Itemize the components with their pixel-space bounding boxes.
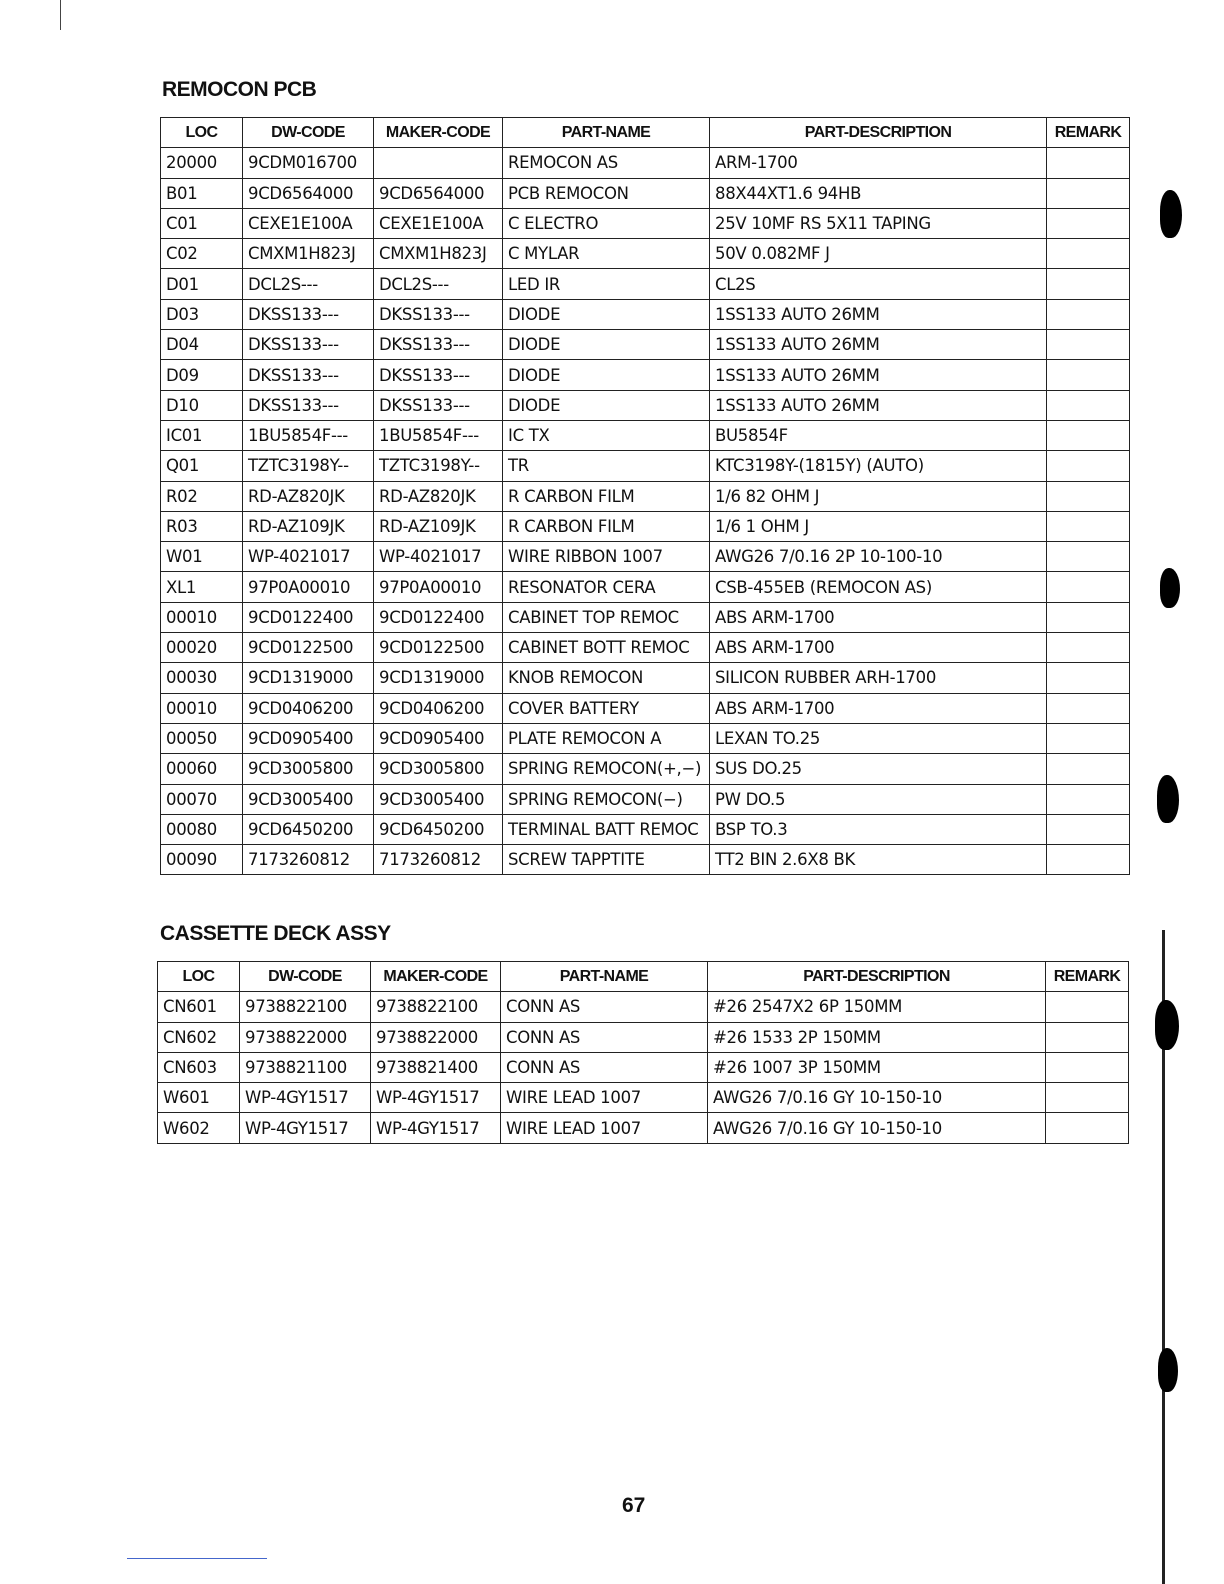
cell-part-description: AWG26 7/0.16 GY 10-150-10 xyxy=(708,1083,1046,1113)
cell-maker-code: 9CD3005800 xyxy=(374,754,503,784)
cell-dw-code: 1BU5854F--- xyxy=(243,420,374,450)
cell-loc: 00080 xyxy=(161,814,243,844)
cell-loc: C02 xyxy=(161,239,243,269)
cell-part-description: KTC3198Y-(1815Y) (AUTO) xyxy=(710,451,1047,481)
cell-remark xyxy=(1047,178,1130,208)
cell-part-description: ABS ARM-1700 xyxy=(710,693,1047,723)
table-row xyxy=(161,633,1130,663)
table-row xyxy=(161,845,1130,875)
column-header-loc: LOC xyxy=(161,118,243,148)
cell-part-description: 88X44XT1.6 94HB xyxy=(710,178,1047,208)
table-row xyxy=(161,572,1130,602)
cell-part-name: PCB REMOCON xyxy=(503,178,710,208)
cell-maker-code: TZTC3198Y-- xyxy=(374,451,503,481)
table-row xyxy=(161,299,1130,329)
cell-part-description: CL2S xyxy=(710,269,1047,299)
table-row xyxy=(161,663,1130,693)
cell-part-name: COVER BATTERY xyxy=(503,693,710,723)
cell-part-description: BU5854F xyxy=(710,420,1047,450)
cell-maker-code: 1BU5854F--- xyxy=(374,420,503,450)
cell-dw-code: RD-AZ820JK xyxy=(243,481,374,511)
cell-dw-code: 7173260812 xyxy=(243,845,374,875)
cell-remark xyxy=(1047,390,1130,420)
cell-maker-code: 9CD3005400 xyxy=(374,784,503,814)
table-row xyxy=(161,360,1130,390)
cell-maker-code: RD-AZ820JK xyxy=(374,481,503,511)
cell-remark xyxy=(1047,602,1130,632)
table-row xyxy=(158,1083,1129,1113)
cell-part-name: C MYLAR xyxy=(503,239,710,269)
table-header-row xyxy=(158,962,1129,992)
table-header-row xyxy=(161,118,1130,148)
cell-maker-code: 9CD1319000 xyxy=(374,663,503,693)
cell-part-description: 1/6 1 OHM J xyxy=(710,511,1047,541)
cell-maker-code: DKSS133--- xyxy=(374,330,503,360)
table-row xyxy=(161,723,1130,753)
cell-loc: 00060 xyxy=(161,754,243,784)
table-row xyxy=(161,178,1130,208)
table-row xyxy=(161,208,1130,238)
cell-dw-code: DKSS133--- xyxy=(243,299,374,329)
cell-remark xyxy=(1047,511,1130,541)
cell-part-description: CSB-455EB (REMOCON AS) xyxy=(710,572,1047,602)
binding-hole-mark xyxy=(1157,775,1179,823)
cell-remark xyxy=(1047,845,1130,875)
scan-edge-mark xyxy=(60,0,61,30)
cell-maker-code: 9CD0122500 xyxy=(374,633,503,663)
cell-loc: 00010 xyxy=(161,693,243,723)
column-header-part-description: PART-DESCRIPTION xyxy=(710,118,1047,148)
table-row xyxy=(161,239,1130,269)
cell-remark xyxy=(1047,360,1130,390)
cell-part-description: #26 2547X2 6P 150MM xyxy=(708,992,1046,1022)
cell-dw-code: DCL2S--- xyxy=(243,269,374,299)
cell-maker-code: 9CD0122400 xyxy=(374,602,503,632)
cell-part-name: SPRING REMOCON(−) xyxy=(503,784,710,814)
cell-part-description: 25V 10MF RS 5X11 TAPING xyxy=(710,208,1047,238)
cell-part-name: CABINET BOTT REMOC xyxy=(503,633,710,663)
cell-part-name: IC TX xyxy=(503,420,710,450)
cell-part-description: AWG26 7/0.16 2P 10-100-10 xyxy=(710,542,1047,572)
cell-part-name: TR xyxy=(503,451,710,481)
cell-remark xyxy=(1047,239,1130,269)
cell-maker-code: 9CD0406200 xyxy=(374,693,503,723)
column-header-part-name: PART-NAME xyxy=(501,962,708,992)
table-row xyxy=(161,451,1130,481)
cell-part-description: ABS ARM-1700 xyxy=(710,633,1047,663)
cell-dw-code: DKSS133--- xyxy=(243,360,374,390)
cell-part-name: TERMINAL BATT REMOC xyxy=(503,814,710,844)
cell-part-description: 1SS133 AUTO 26MM xyxy=(710,360,1047,390)
cell-remark xyxy=(1046,1052,1129,1082)
cell-remark xyxy=(1046,1113,1129,1143)
cell-dw-code: 9CD0122500 xyxy=(243,633,374,663)
cell-dw-code: 9738822100 xyxy=(240,992,371,1022)
cell-dw-code: 97P0A00010 xyxy=(243,572,374,602)
cell-part-name: DIODE xyxy=(503,390,710,420)
cell-maker-code: 9738822000 xyxy=(371,1022,501,1052)
table-row xyxy=(161,784,1130,814)
cell-maker-code: DKSS133--- xyxy=(374,390,503,420)
cell-dw-code: DKSS133--- xyxy=(243,330,374,360)
cell-maker-code: 7173260812 xyxy=(374,845,503,875)
cell-remark xyxy=(1047,754,1130,784)
cell-dw-code: WP-4GY1517 xyxy=(240,1083,371,1113)
cell-part-description: #26 1533 2P 150MM xyxy=(708,1022,1046,1052)
column-header-part-name: PART-NAME xyxy=(503,118,710,148)
cell-dw-code: CEXE1E100A xyxy=(243,208,374,238)
cell-maker-code: DKSS133--- xyxy=(374,360,503,390)
binding-hole-mark xyxy=(1158,1348,1178,1392)
cell-part-name: DIODE xyxy=(503,360,710,390)
cell-remark xyxy=(1046,992,1129,1022)
cell-maker-code: CMXM1H823J xyxy=(374,239,503,269)
cell-maker-code: 9CD6450200 xyxy=(374,814,503,844)
column-header-maker-code: MAKER-CODE xyxy=(371,962,501,992)
table-row xyxy=(161,390,1130,420)
cell-loc: W602 xyxy=(158,1113,240,1143)
cell-part-description: AWG26 7/0.16 GY 10-150-10 xyxy=(708,1113,1046,1143)
cell-loc: XL1 xyxy=(161,572,243,602)
cell-remark xyxy=(1046,1022,1129,1052)
cell-part-name: DIODE xyxy=(503,330,710,360)
cell-part-name: WIRE RIBBON 1007 xyxy=(503,542,710,572)
cell-part-description: BSP TO.3 xyxy=(710,814,1047,844)
section-title-remocon-pcb: REMOCON PCB xyxy=(162,78,317,101)
cell-part-name: SPRING REMOCON(+,−) xyxy=(503,754,710,784)
cell-maker-code xyxy=(374,148,503,178)
cell-dw-code: 9CD3005800 xyxy=(243,754,374,784)
cell-loc: C01 xyxy=(161,208,243,238)
column-header-loc: LOC xyxy=(158,962,240,992)
cell-loc: CN603 xyxy=(158,1052,240,1082)
column-header-dw-code: DW-CODE xyxy=(240,962,371,992)
cell-part-description: LEXAN TO.25 xyxy=(710,723,1047,753)
cell-remark xyxy=(1047,299,1130,329)
cell-loc: B01 xyxy=(161,178,243,208)
column-header-maker-code: MAKER-CODE xyxy=(374,118,503,148)
cell-part-description: 1SS133 AUTO 26MM xyxy=(710,299,1047,329)
cell-remark xyxy=(1047,451,1130,481)
cell-remark xyxy=(1047,481,1130,511)
table-row xyxy=(161,693,1130,723)
cell-maker-code: DKSS133--- xyxy=(374,299,503,329)
cell-remark xyxy=(1047,723,1130,753)
cell-remark xyxy=(1047,663,1130,693)
table-row xyxy=(161,602,1130,632)
cell-remark xyxy=(1047,814,1130,844)
cell-dw-code: WP-4021017 xyxy=(243,542,374,572)
cell-part-name: CONN AS xyxy=(501,1022,708,1052)
cell-remark xyxy=(1047,633,1130,663)
cell-part-name: PLATE REMOCON A xyxy=(503,723,710,753)
cell-maker-code: 9CD0905400 xyxy=(374,723,503,753)
cell-loc: D04 xyxy=(161,330,243,360)
binding-hole-mark xyxy=(1155,1000,1179,1050)
cell-loc: R03 xyxy=(161,511,243,541)
section-title-cassette-deck-assy: CASSETTE DECK ASSY xyxy=(160,922,391,945)
cell-remark xyxy=(1047,208,1130,238)
footer-rule xyxy=(127,1558,267,1559)
cell-dw-code: TZTC3198Y-- xyxy=(243,451,374,481)
cell-part-description: 50V 0.082MF J xyxy=(710,239,1047,269)
cell-dw-code: WP-4GY1517 xyxy=(240,1113,371,1143)
binding-hole-mark xyxy=(1160,568,1180,608)
page-number: 67 xyxy=(622,1494,646,1517)
cell-part-name: REMOCON AS xyxy=(503,148,710,178)
cell-maker-code: RD-AZ109JK xyxy=(374,511,503,541)
cell-loc: IC01 xyxy=(161,420,243,450)
cell-part-name: WIRE LEAD 1007 xyxy=(501,1083,708,1113)
cell-dw-code: 9CD0406200 xyxy=(243,693,374,723)
cell-part-name: SCREW TAPPTITE xyxy=(503,845,710,875)
cell-maker-code: WP-4GY1517 xyxy=(371,1083,501,1113)
cell-part-description: 1SS133 AUTO 26MM xyxy=(710,330,1047,360)
cell-maker-code: DCL2S--- xyxy=(374,269,503,299)
cell-remark xyxy=(1047,148,1130,178)
cell-dw-code: DKSS133--- xyxy=(243,390,374,420)
column-header-remark: REMARK xyxy=(1046,962,1129,992)
cell-loc: D03 xyxy=(161,299,243,329)
cell-dw-code: 9CD6564000 xyxy=(243,178,374,208)
cell-loc: D09 xyxy=(161,360,243,390)
table-row xyxy=(158,1052,1129,1082)
cell-dw-code: 9738822000 xyxy=(240,1022,371,1052)
cell-part-description: ARM-1700 xyxy=(710,148,1047,178)
cell-loc: 00020 xyxy=(161,633,243,663)
cell-part-name: R CARBON FILM xyxy=(503,481,710,511)
cell-part-description: SUS DO.25 xyxy=(710,754,1047,784)
cell-part-name: CONN AS xyxy=(501,992,708,1022)
cell-maker-code: WP-4021017 xyxy=(374,542,503,572)
cell-maker-code: 9CD6564000 xyxy=(374,178,503,208)
table-row xyxy=(158,992,1129,1022)
table-row xyxy=(161,330,1130,360)
cell-loc: 00090 xyxy=(161,845,243,875)
table-row xyxy=(161,754,1130,784)
cell-part-description: 1/6 82 OHM J xyxy=(710,481,1047,511)
cell-loc: D01 xyxy=(161,269,243,299)
cell-loc: 20000 xyxy=(161,148,243,178)
cell-part-name: R CARBON FILM xyxy=(503,511,710,541)
cell-dw-code: RD-AZ109JK xyxy=(243,511,374,541)
cell-part-name: KNOB REMOCON xyxy=(503,663,710,693)
cell-part-description: TT2 BIN 2.6X8 BK xyxy=(710,845,1047,875)
cell-part-description: 1SS133 AUTO 26MM xyxy=(710,390,1047,420)
cell-part-name: WIRE LEAD 1007 xyxy=(501,1113,708,1143)
table-row xyxy=(161,511,1130,541)
cell-part-name: DIODE xyxy=(503,299,710,329)
cell-dw-code: 9CD0905400 xyxy=(243,723,374,753)
cell-remark xyxy=(1047,693,1130,723)
cell-loc: 00050 xyxy=(161,723,243,753)
column-header-dw-code: DW-CODE xyxy=(243,118,374,148)
cell-maker-code: 9738822100 xyxy=(371,992,501,1022)
cell-loc: D10 xyxy=(161,390,243,420)
cell-dw-code: 9CDM016700 xyxy=(243,148,374,178)
cell-dw-code: 9CD3005400 xyxy=(243,784,374,814)
cell-dw-code: 9CD0122400 xyxy=(243,602,374,632)
parts-table-remocon-pcb xyxy=(160,117,1130,875)
cell-part-description: SILICON RUBBER ARH-1700 xyxy=(710,663,1047,693)
cell-loc: W01 xyxy=(161,542,243,572)
cell-part-description: PW DO.5 xyxy=(710,784,1047,814)
binding-hole-mark xyxy=(1160,190,1182,238)
cell-part-name: C ELECTRO xyxy=(503,208,710,238)
cell-maker-code: 9738821400 xyxy=(371,1052,501,1082)
cell-loc: 00010 xyxy=(161,602,243,632)
cell-remark xyxy=(1047,330,1130,360)
table-row xyxy=(158,1113,1129,1143)
cell-remark xyxy=(1047,784,1130,814)
cell-loc: W601 xyxy=(158,1083,240,1113)
cell-part-description: ABS ARM-1700 xyxy=(710,602,1047,632)
cell-maker-code: CEXE1E100A xyxy=(374,208,503,238)
cell-loc: CN602 xyxy=(158,1022,240,1052)
cell-loc: Q01 xyxy=(161,451,243,481)
cell-remark xyxy=(1047,572,1130,602)
table-row xyxy=(161,148,1130,178)
table-row xyxy=(161,420,1130,450)
cell-part-description: #26 1007 3P 150MM xyxy=(708,1052,1046,1082)
table-row xyxy=(161,814,1130,844)
table-row xyxy=(161,542,1130,572)
column-header-part-description: PART-DESCRIPTION xyxy=(708,962,1046,992)
cell-dw-code: 9738821100 xyxy=(240,1052,371,1082)
parts-table-cassette-deck-assy xyxy=(157,961,1129,1144)
cell-dw-code: 9CD1319000 xyxy=(243,663,374,693)
table-row xyxy=(158,1022,1129,1052)
cell-loc: 00070 xyxy=(161,784,243,814)
cell-dw-code: 9CD6450200 xyxy=(243,814,374,844)
cell-loc: CN601 xyxy=(158,992,240,1022)
cell-maker-code: WP-4GY1517 xyxy=(371,1113,501,1143)
cell-remark xyxy=(1046,1083,1129,1113)
table-row xyxy=(161,269,1130,299)
column-header-remark: REMARK xyxy=(1047,118,1130,148)
cell-remark xyxy=(1047,269,1130,299)
cell-loc: 00030 xyxy=(161,663,243,693)
cell-loc: R02 xyxy=(161,481,243,511)
cell-dw-code: CMXM1H823J xyxy=(243,239,374,269)
cell-maker-code: 97P0A00010 xyxy=(374,572,503,602)
cell-part-name: LED IR xyxy=(503,269,710,299)
cell-part-name: CABINET TOP REMOC xyxy=(503,602,710,632)
cell-remark xyxy=(1047,420,1130,450)
cell-part-name: CONN AS xyxy=(501,1052,708,1082)
cell-remark xyxy=(1047,542,1130,572)
cell-part-name: RESONATOR CERA xyxy=(503,572,710,602)
table-row xyxy=(161,481,1130,511)
